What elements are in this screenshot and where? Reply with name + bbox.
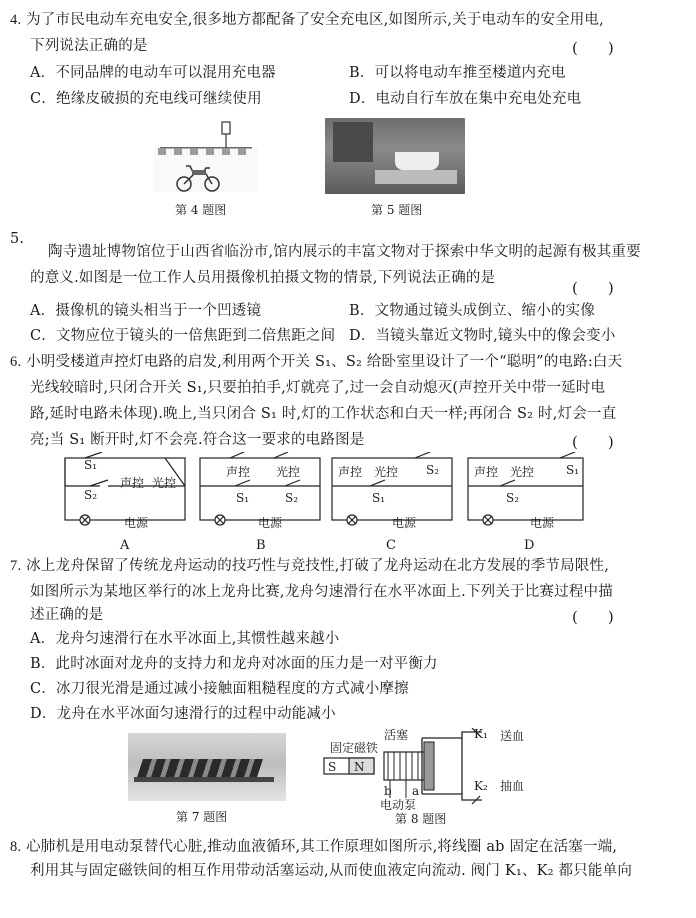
q6b-s2: S₂: [285, 491, 299, 505]
q6c-power: 电源: [392, 516, 417, 530]
q4-option-a: A．不同品牌的电动车可以混用充电器: [30, 65, 276, 81]
q4-stem-line1: [10, 11, 604, 29]
q5-display-stand: [375, 170, 457, 184]
q7-answer-paren: ( ): [572, 608, 614, 626]
q6-stem1: 小明受楼道声控灯电路的启发,利用两个开关 S₁、S₂ 给卧室里设计了一个“聪明”的电路:白天: [26, 354, 623, 370]
q6c-sound: 声控: [338, 465, 363, 479]
q5-stem-line2: 的意义.如图是一位工作人员用摄像机拍摄文物的情景,下列说法正确的是: [30, 270, 496, 286]
q4-figure-caption: 第 4 题图: [175, 203, 227, 217]
q8-label-fixed-magnet: 固定磁铁: [330, 741, 379, 755]
q6b-s1: S₁: [236, 491, 250, 505]
q8-label-piston: 活塞: [384, 728, 409, 742]
q6b-power: 电源: [258, 516, 283, 530]
q6d-s2: S₂: [506, 491, 520, 505]
q5-answer-paren: ( ): [572, 279, 614, 297]
q6b-sound: 声控: [226, 465, 251, 479]
q8-stem-line1: [10, 838, 617, 856]
q7-figure-caption: 第 7 题图: [176, 810, 228, 824]
q6-stem-line4: 亮;当 S₁ 断开时,灯不会亮.符合这一要求的电路图是: [30, 432, 365, 448]
q6-stem-line3: 路,延时电路未体现).晚上,当只闭合 S₁ 时,灯的工作状态和白天一样;再闭合 S₂ 时,灯会一直: [30, 406, 617, 422]
q4-option-b: B．可以将电动车推至楼道内充电: [349, 65, 566, 81]
q6d-s1: S₁: [566, 463, 580, 477]
q8-figure-caption: 第 8 题图: [395, 812, 447, 826]
q8-label-k1: K₁: [474, 727, 488, 741]
q7-stem-line2: 如图所示为某地区举行的冰上龙舟比赛,龙舟匀速滑行在水平冰面上.下列关于比赛过程中描: [30, 584, 613, 600]
q4-option-c: C．绝缘皮破损的充电线可继续使用: [30, 91, 262, 107]
q7-option-d: D．龙舟在水平冰面匀速滑行的过程中动能减小: [30, 706, 336, 722]
q6a-s1: S₁: [84, 458, 98, 472]
q6b-light: 光控: [276, 465, 301, 479]
q7-dragon-boat-photo: [128, 733, 286, 801]
q6-option-d-label: D: [524, 538, 535, 553]
q6a-sound: 声控: [120, 476, 145, 490]
q4-stem-line2: 下列说法正确的是: [30, 38, 148, 54]
q7-boat-hull: [134, 777, 274, 782]
q5-camera-photo: [325, 118, 465, 194]
q6-answer-paren: ( ): [572, 433, 614, 451]
q6c-s1: S₁: [372, 491, 386, 505]
q7-number: 7.: [10, 558, 22, 574]
q6-number: 6.: [10, 354, 22, 370]
q6a-light: 光控: [152, 476, 177, 490]
q6d-light: 光控: [510, 465, 535, 479]
q6a-s2: S₂: [84, 488, 98, 502]
q8-label-send-blood: 送血: [500, 729, 525, 743]
q6c-light: 光控: [374, 465, 399, 479]
q5-number: 5.: [10, 231, 25, 247]
q8-number: 8.: [10, 839, 22, 855]
q8-stem1: 心肺机是用电动泵替代心脏,推动血液循环,其工作原理如图所示,将线圈 ab 固定在活塞一端,: [26, 839, 618, 855]
q8-label-draw-blood: 抽血: [500, 779, 525, 793]
q5-figure-caption: 第 5 题图: [371, 203, 423, 217]
q4-answer-paren: ( ): [572, 39, 614, 57]
q7-stem1: 冰上龙舟保留了传统龙舟运动的技巧性与竞技性,打破了龙舟运动在北方发展的季节局限性,: [26, 558, 610, 574]
q6c-s2: S₂: [426, 463, 440, 477]
q7-rowers: [137, 759, 263, 777]
q8-label-k2: K₂: [474, 779, 488, 793]
q7-option-c: C．冰刀很光滑是通过减小接触面粗糙程度的方式减小摩擦: [30, 681, 409, 697]
q5-option-b: B．文物通过镜头成倒立、缩小的实像: [349, 303, 596, 319]
q7-option-a: A．龙舟匀速滑行在水平冰面上,其惯性越来越小: [30, 631, 340, 647]
q6-option-c-label: C: [386, 538, 396, 553]
q8-label-s-pole: S: [328, 760, 337, 774]
q4-option-d: D．电动自行车放在集中充电处充电: [349, 91, 582, 107]
q5-artifact-bowl: [395, 152, 439, 170]
q5-stem-line1: 陶寺遗址博物馆位于山西省临汾市,馆内展示的丰富文物对于探索中华文明的起源有极其重要: [48, 244, 641, 260]
q6-stem-line1: [10, 353, 622, 371]
q5-camera-shape: [333, 122, 373, 162]
q6d-power: 电源: [530, 516, 555, 530]
q4-stem1: 为了市民电动车充电安全,很多地方都配备了安全充电区,如图所示,关于电动车的安全用电,: [26, 12, 604, 28]
q8-label-n-pole: N: [354, 760, 365, 774]
q4-charging-station-figure: [150, 118, 265, 196]
q6a-power: 电源: [124, 516, 149, 530]
q6-option-a-label: A: [120, 538, 130, 553]
q7-stem-line3: 述正确的是: [30, 607, 104, 623]
q5-option-a: A．摄像机的镜头相当于一个凹透镜: [30, 303, 262, 319]
q8-label-b: b: [384, 784, 392, 798]
q6-stem-line2: 光线较暗时,只闭合开关 S₁,只要拍拍手,灯就亮了,过一会自动熄灭(声控开关中带一延时电: [30, 380, 606, 396]
q5-option-c: C．文物应位于镜头的一倍焦距到二倍焦距之间: [30, 328, 336, 344]
q6d-sound: 声控: [474, 465, 499, 479]
q8-label-pump: 电动泵: [380, 798, 417, 812]
q4-number: 4.: [10, 12, 22, 28]
q7-option-b: B．此时冰面对龙舟的支持力和龙舟对冰面的压力是一对平衡力: [30, 656, 438, 672]
q5-option-d: D．当镜头靠近文物时,镜头中的像会变小: [349, 328, 616, 344]
q8-label-a: a: [412, 784, 420, 798]
q7-stem-line1: [10, 557, 609, 575]
q8-stem-line2: 利用其与固定磁铁间的相互作用带动活塞运动,从而使血液定向流动. 阀门 K₁、K₂ 都只能单向: [30, 863, 633, 879]
q6-option-b-label: B: [256, 538, 266, 553]
